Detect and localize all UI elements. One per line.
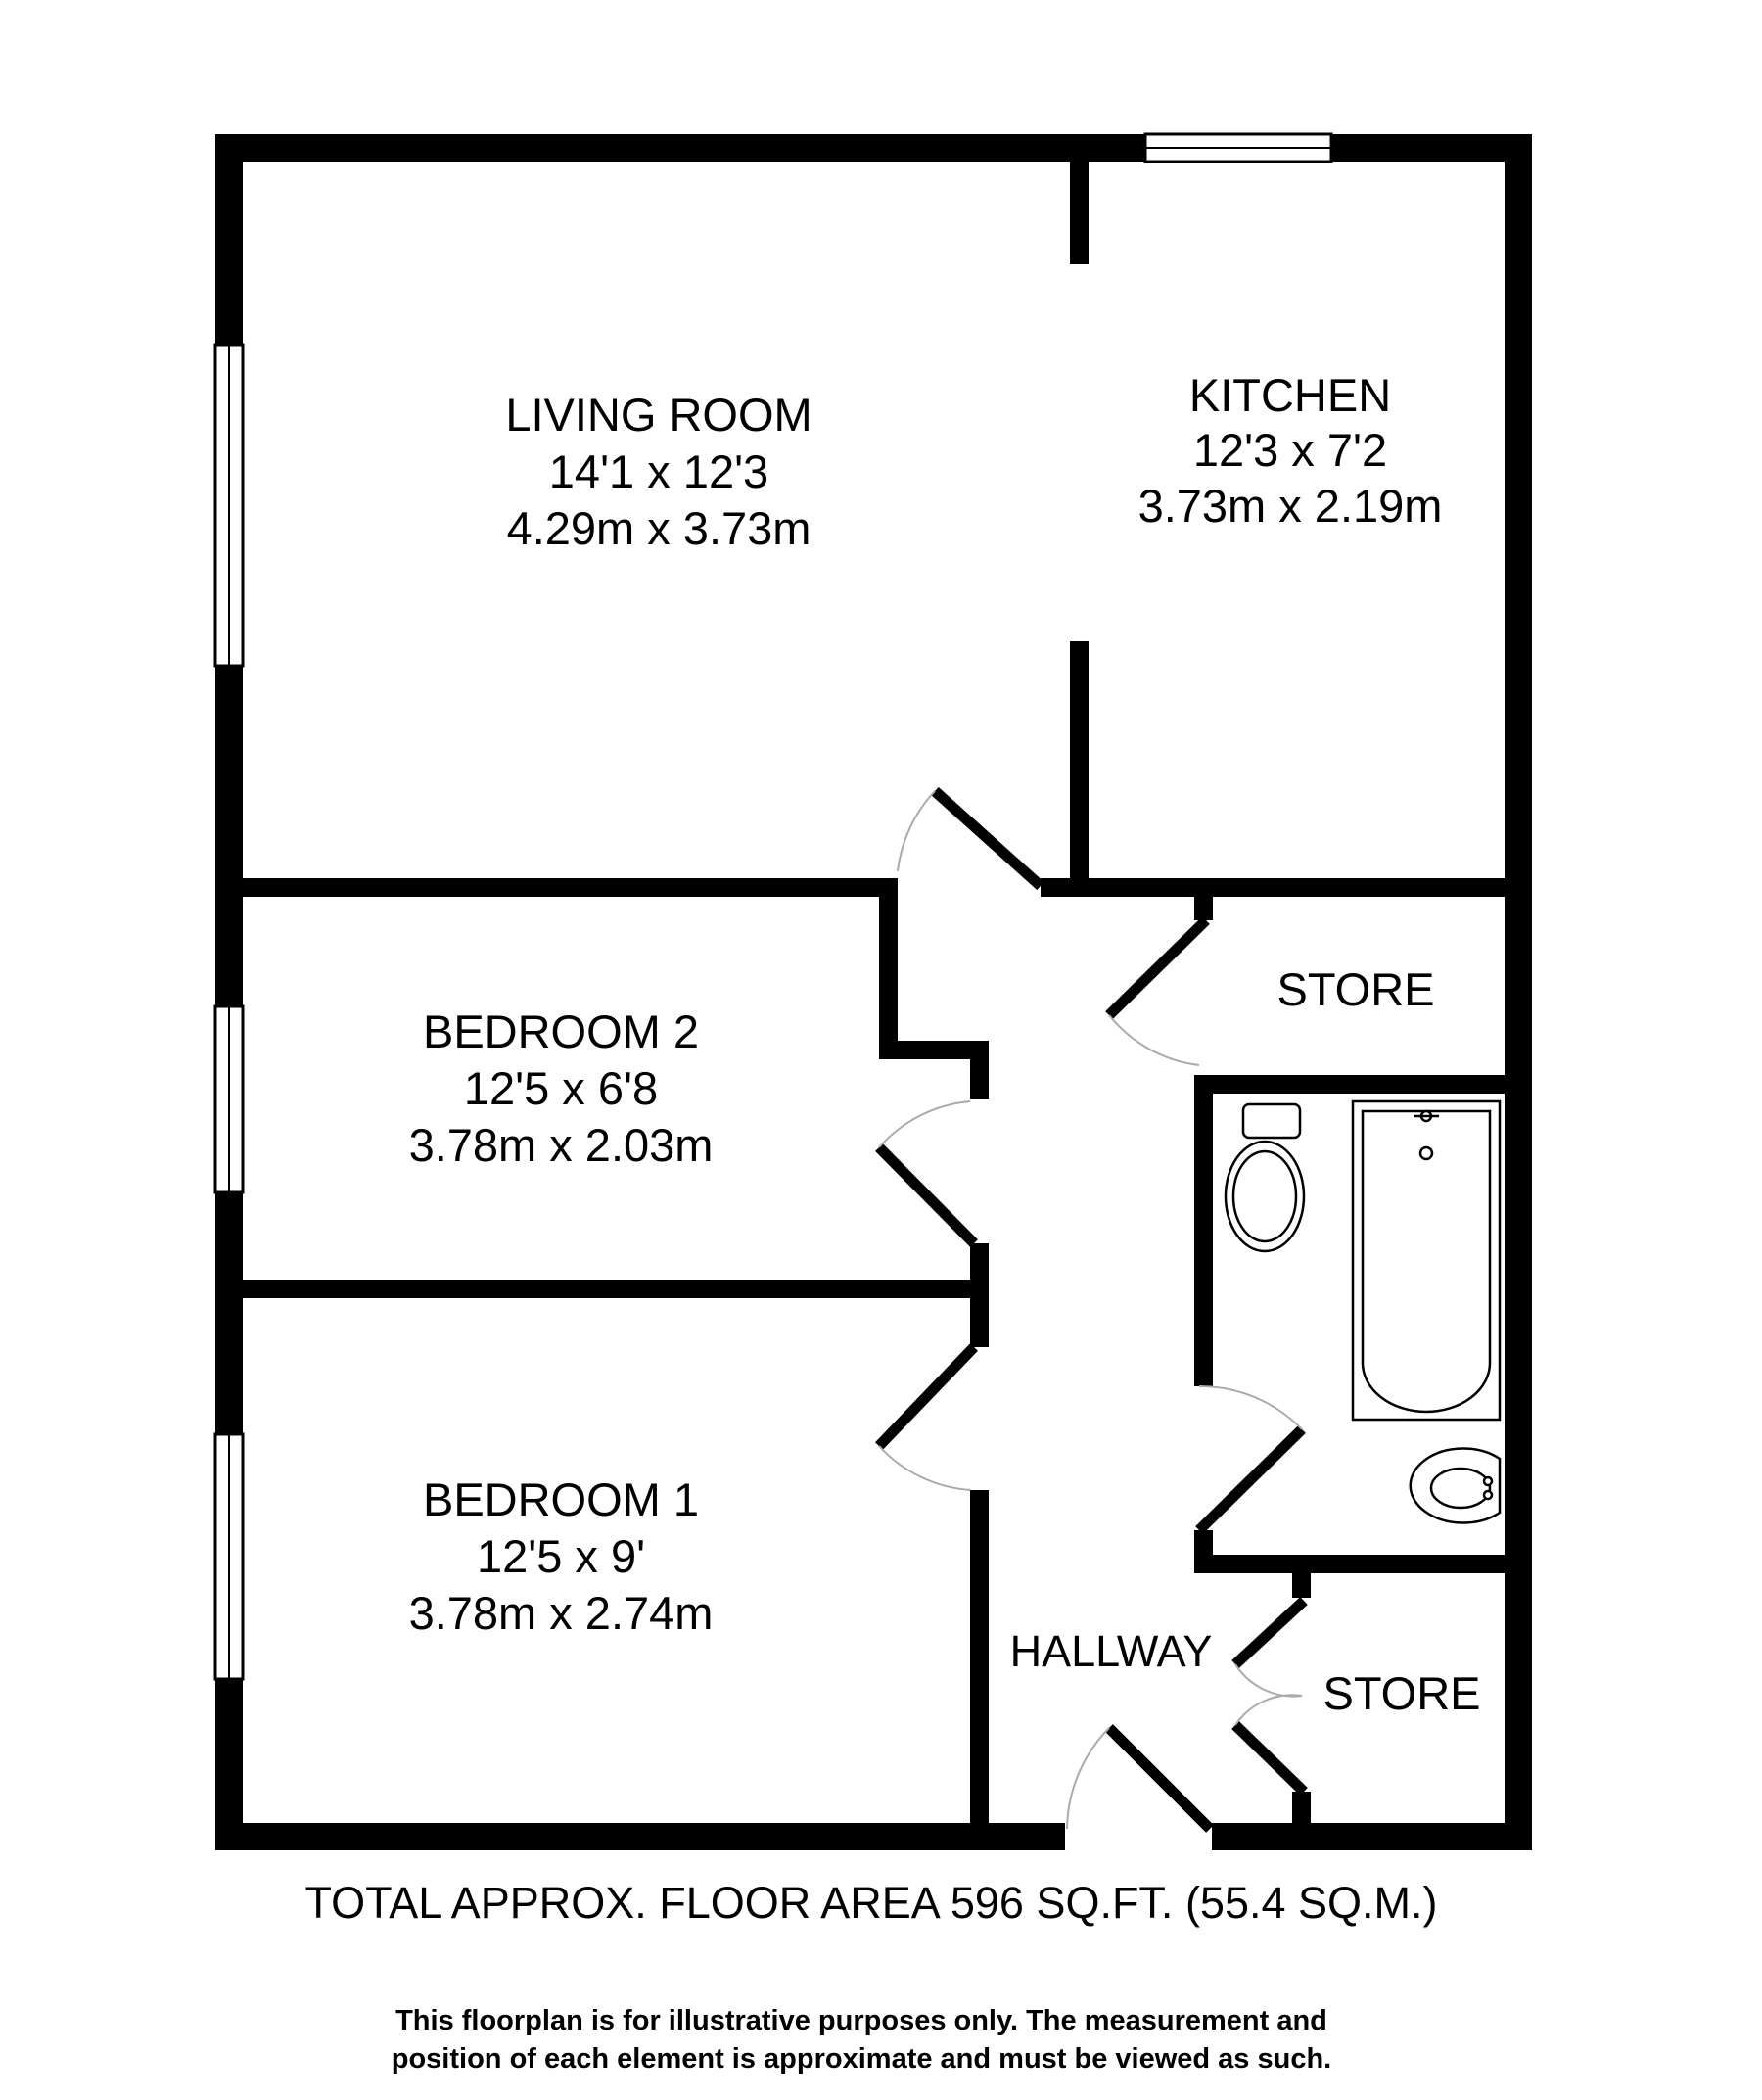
bedroom-2-imperial: 12'5 x 6'8 <box>463 1062 659 1114</box>
kitchen-metric: 3.73m x 2.19m <box>1137 480 1443 532</box>
bed1-right-wall-low <box>970 1490 989 1823</box>
store-upper-name: STORE <box>1276 963 1435 1015</box>
bedroom-1-metric: 3.78m x 2.74m <box>408 1587 714 1639</box>
kitchen-divider-upper <box>1070 162 1089 264</box>
windows <box>215 134 1331 1679</box>
bath-store-wall <box>1194 1555 1505 1573</box>
store-upper-left-stub <box>1194 897 1213 920</box>
kitchen-divider-lower <box>1070 641 1089 889</box>
bed1-door-swing <box>879 1446 970 1490</box>
living-room-metric: 4.29m x 3.73m <box>506 502 811 554</box>
store-lower-left-stub-top <box>1292 1573 1311 1598</box>
disclaimer-line-2: position of each element is approximate and must be viewed as such. <box>391 2043 1332 2075</box>
bath-door-swing <box>1199 1386 1302 1429</box>
bedroom-1-name: BEDROOM 1 <box>422 1473 700 1525</box>
store-lower-door-swing <box>1235 1664 1302 1725</box>
bed1-door-leaf <box>879 1347 974 1446</box>
living-room-name: LIVING ROOM <box>505 389 812 441</box>
hallway-name: HALLWAY <box>1009 1626 1213 1676</box>
outer-wall-right <box>1505 134 1532 1850</box>
bed2-door-leaf <box>879 1147 974 1243</box>
hall-top-wall <box>1041 878 1505 897</box>
store-lower-door-leaf-bottom <box>1235 1725 1304 1792</box>
store-upper-door-swing <box>1109 1015 1199 1065</box>
disclaimer <box>0 2002 1723 2078</box>
kitchen-name: KITCHEN <box>1188 369 1392 421</box>
toilet-icon <box>1226 1104 1304 1251</box>
sink-icon <box>1411 1449 1500 1523</box>
living-room-imperial: 14'1 x 12'3 <box>548 445 769 497</box>
store-upper-door-leaf <box>1109 920 1206 1015</box>
bed2-bed1-wall <box>243 1280 989 1298</box>
living-bed2-wall <box>243 878 894 897</box>
bath-left-wall-upper <box>1194 1075 1213 1386</box>
kitchen-imperial: 12'3 x 7'2 <box>1192 424 1388 476</box>
bedroom-2-metric: 3.78m x 2.03m <box>408 1119 714 1171</box>
store-bath-wall <box>1194 1075 1505 1094</box>
entrance-door-swing <box>1067 1728 1109 1829</box>
outer-wall-bottom-left <box>215 1823 1065 1850</box>
outer-wall-top <box>215 134 1532 162</box>
living-door-swing <box>898 791 935 871</box>
store-lower-door-leaf-top <box>1235 1601 1304 1664</box>
living-door-leaf <box>935 791 1041 886</box>
total-floor-area: TOTAL APPROX. FLOOR AREA 596 SQ.FT. (55.4 SQ.M.) <box>304 1878 1438 1928</box>
store-lower-left-stub-bottom <box>1292 1792 1311 1823</box>
outer-wall-bottom-right <box>1212 1823 1532 1850</box>
entrance-door-leaf <box>1109 1728 1210 1829</box>
disclaimer-line-1: This floorplan is for illustrative purposes only. The measurement and <box>395 2005 1327 2036</box>
store-lower-name: STORE <box>1322 1667 1481 1719</box>
bedroom-1-imperial: 12'5 x 9' <box>476 1530 646 1582</box>
bath-door-leaf <box>1199 1429 1302 1530</box>
bedroom-2-name: BEDROOM 2 <box>422 1005 700 1057</box>
bed2-right-wall-mid <box>970 1041 989 1099</box>
bed2-door-swing <box>879 1101 970 1147</box>
bed2-right-wall-upper <box>879 878 898 1056</box>
bathtub-icon <box>1353 1101 1500 1420</box>
